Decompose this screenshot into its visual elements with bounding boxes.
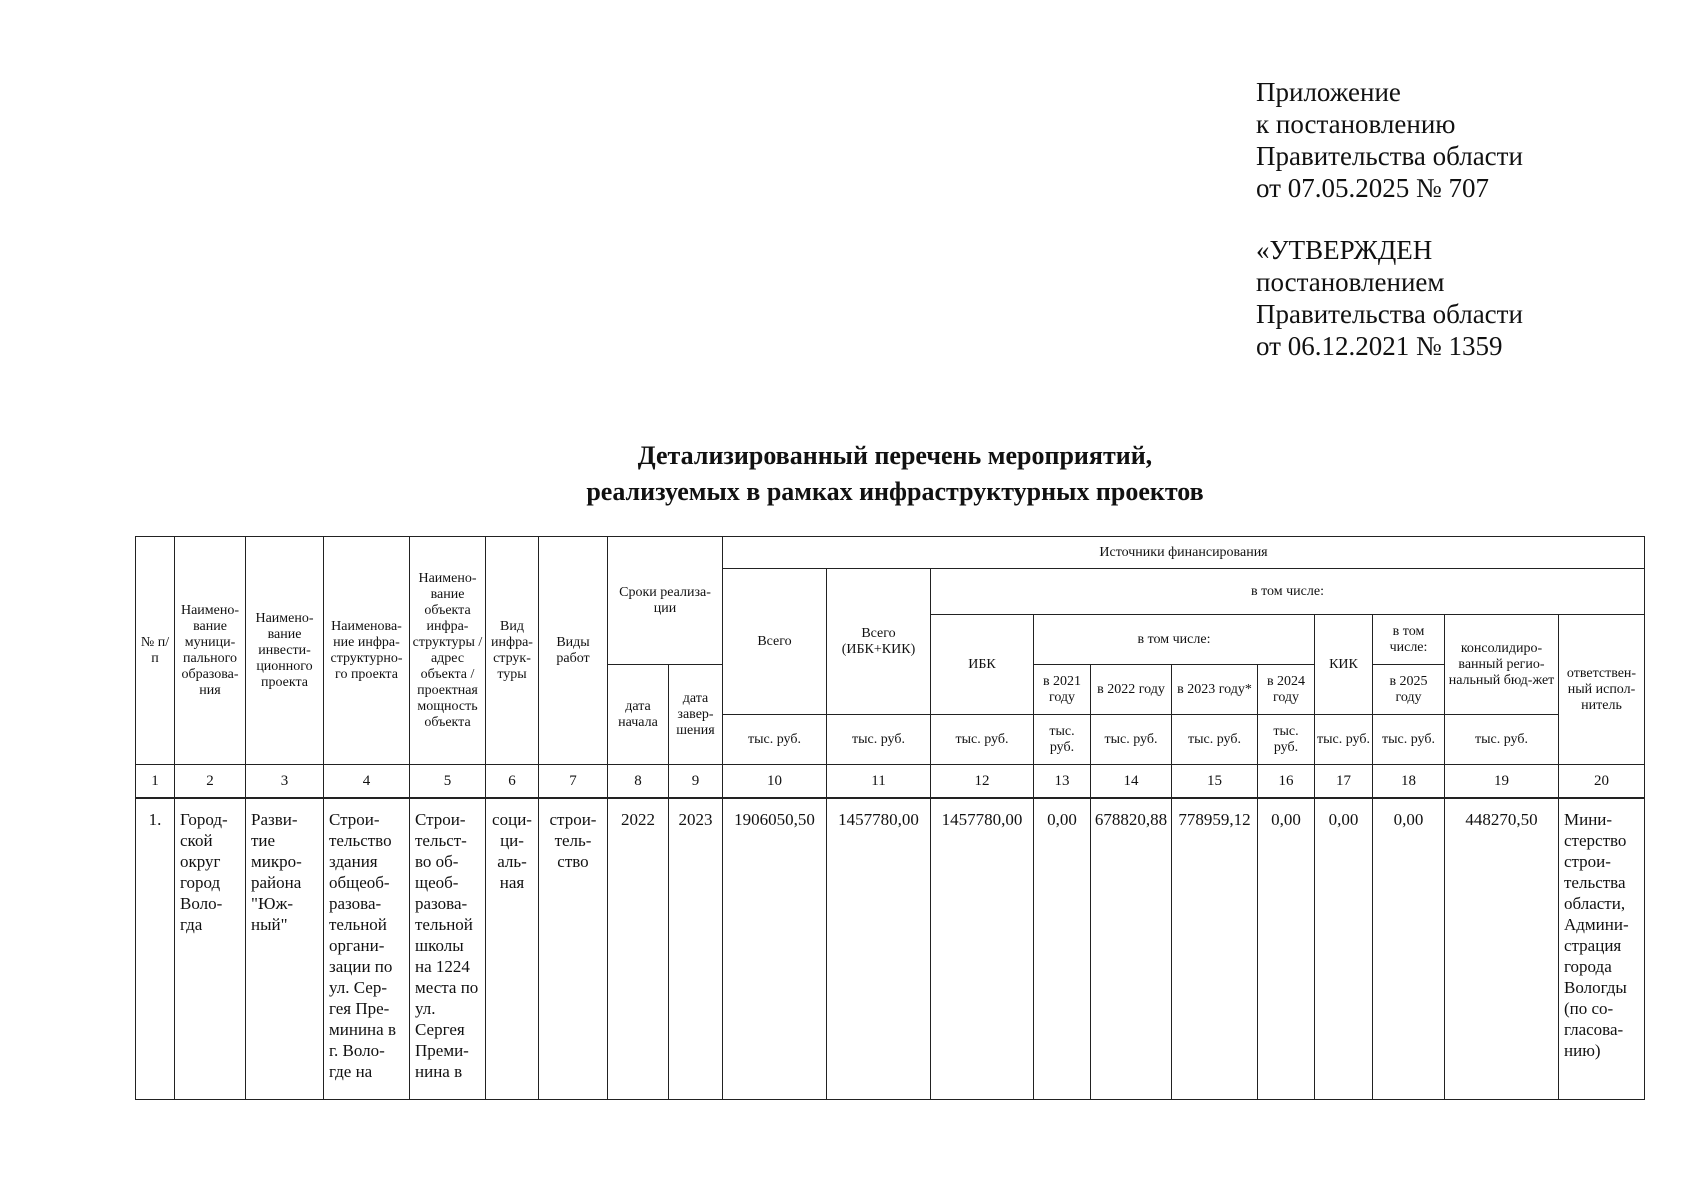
header-terms: Сроки реализа-ции <box>608 537 723 665</box>
unit-2025: тыс. руб. <box>1373 715 1445 765</box>
unit-total: тыс. руб. <box>723 715 827 765</box>
header-including: в том числе: <box>931 569 1645 615</box>
column-number: 14 <box>1091 765 1172 799</box>
column-number: 17 <box>1315 765 1373 799</box>
column-number: 6 <box>486 765 539 799</box>
header-total-ibk-kik: Всего (ИБК+КИК) <box>827 569 931 715</box>
column-number: 18 <box>1373 765 1445 799</box>
column-number: 3 <box>246 765 324 799</box>
row-end: 2023 <box>669 798 723 1100</box>
column-number: 20 <box>1559 765 1645 799</box>
approved-by-line: постановлением <box>1256 267 1445 297</box>
column-number: 4 <box>324 765 410 799</box>
header-block <box>1256 76 1656 362</box>
header-infra-type: Вид инфра-струк-туры <box>486 537 539 765</box>
row-infra-object: Строи-тельст-во об-щеоб-разова-тельной школы на 1224 места по ул. Сергея Преми-нина в <box>410 798 486 1100</box>
header-num: № п/п <box>136 537 175 765</box>
column-number: 2 <box>175 765 246 799</box>
column-number: 16 <box>1258 765 1315 799</box>
row-2023: 778959,12 <box>1172 798 1258 1100</box>
column-number: 12 <box>931 765 1034 799</box>
header-2025: в 2025 году <box>1373 665 1445 715</box>
row-kik: 0,00 <box>1315 798 1373 1100</box>
unit-total-ibk-kik: тыс. руб. <box>827 715 931 765</box>
column-number: 10 <box>723 765 827 799</box>
row-consolidated: 448270,50 <box>1445 798 1559 1100</box>
header-2022: в 2022 году <box>1091 665 1172 715</box>
government-line: Правительства области <box>1256 141 1523 171</box>
row-total-ibk-kik: 1457780,00 <box>827 798 931 1100</box>
unit-kik: тыс. руб. <box>1315 715 1373 765</box>
unit-consolidated: тыс. руб. <box>1445 715 1559 765</box>
column-number: 19 <box>1445 765 1559 799</box>
header-responsible: ответствен-ный испол-нитель <box>1559 615 1645 765</box>
header-including-kik: в том числе: <box>1373 615 1445 665</box>
header-2023: в 2023 году* <box>1172 665 1258 715</box>
to-resolution-line: к постановлению <box>1256 109 1456 139</box>
appendix-line: Приложение <box>1256 77 1401 107</box>
measures-table <box>135 536 1645 1100</box>
header-including-ibk: в том числе: <box>1034 615 1315 665</box>
column-number: 9 <box>669 765 723 799</box>
row-total: 1906050,50 <box>723 798 827 1100</box>
header-sources: Источники финансирования <box>723 537 1645 569</box>
row-municipality: Город-ской округ город Воло-гда <box>175 798 246 1100</box>
row-invest-project: Разви-тие микро-района "Юж-ный" <box>246 798 324 1100</box>
row-2022: 678820,88 <box>1091 798 1172 1100</box>
row-works: строи-тель-ство <box>539 798 608 1100</box>
resolution-date-line: от 07.05.2025 № 707 <box>1256 173 1489 203</box>
row-2025: 0,00 <box>1373 798 1445 1100</box>
row-infra-project: Строи-тельство здания общеоб-разова-тельной органи-зации по ул. Сер-гея Пре-минина в г. Воло-где на <box>324 798 410 1100</box>
column-numbers-row <box>136 765 1645 799</box>
header-works: Виды работ <box>539 537 608 765</box>
column-number: 11 <box>827 765 931 799</box>
unit-2022: тыс. руб. <box>1091 715 1172 765</box>
approved-government-line: Правительства области <box>1256 299 1523 329</box>
column-number: 15 <box>1172 765 1258 799</box>
row-infra-type: соци-ци-аль-ная <box>486 798 539 1100</box>
header-2024: в 2024 году <box>1258 665 1315 715</box>
header-ibk: ИБК <box>931 615 1034 715</box>
header-start: дата начала <box>608 665 669 765</box>
row-ibk: 1457780,00 <box>931 798 1034 1100</box>
title-line-1: Детализированный перечень мероприятий, <box>637 441 1153 470</box>
title-line-2: реализуемых в рамках инфраструктурных проектов <box>586 477 1204 506</box>
approved-line: «УТВЕРЖДЕН <box>1256 235 1433 265</box>
header-infra-object: Наимено-вание объекта инфра-структуры /адрес объекта / проектная мощность объекта <box>410 537 486 765</box>
document-title <box>400 438 1390 510</box>
approved-date-line: от 06.12.2021 № 1359 <box>1256 331 1503 361</box>
row-num: 1. <box>136 798 175 1100</box>
unit-2024: тыс. руб. <box>1258 715 1315 765</box>
unit-2023: тыс. руб. <box>1172 715 1258 765</box>
header-invest-project: Наимено-вание инвести-ционного проекта <box>246 537 324 765</box>
unit-ibk: тыс. руб. <box>931 715 1034 765</box>
header-kik: КИК <box>1315 615 1373 715</box>
header-2021: в 2021 году <box>1034 665 1091 715</box>
row-responsible: Мини-стерство строи-тельства области, Админи-страция города Вологды (по со-гласова-нию) <box>1559 798 1645 1100</box>
header-total: Всего <box>723 569 827 715</box>
row-2021: 0,00 <box>1034 798 1091 1100</box>
header-infra-project: Наименова-ние инфра-структурно-го проекта <box>324 537 410 765</box>
header-consolidated: консолидиро-ванный регио-нальный бюд-жет <box>1445 615 1559 715</box>
column-number: 5 <box>410 765 486 799</box>
column-number: 13 <box>1034 765 1091 799</box>
column-number: 1 <box>136 765 175 799</box>
column-number: 8 <box>608 765 669 799</box>
table-row <box>136 798 1645 1100</box>
row-2024: 0,00 <box>1258 798 1315 1100</box>
unit-2021: тыс. руб. <box>1034 715 1091 765</box>
column-number: 7 <box>539 765 608 799</box>
header-municipality: Наимено-вание муници-пального образова-ния <box>175 537 246 765</box>
row-start: 2022 <box>608 798 669 1100</box>
header-end: дата завер-шения <box>669 665 723 765</box>
